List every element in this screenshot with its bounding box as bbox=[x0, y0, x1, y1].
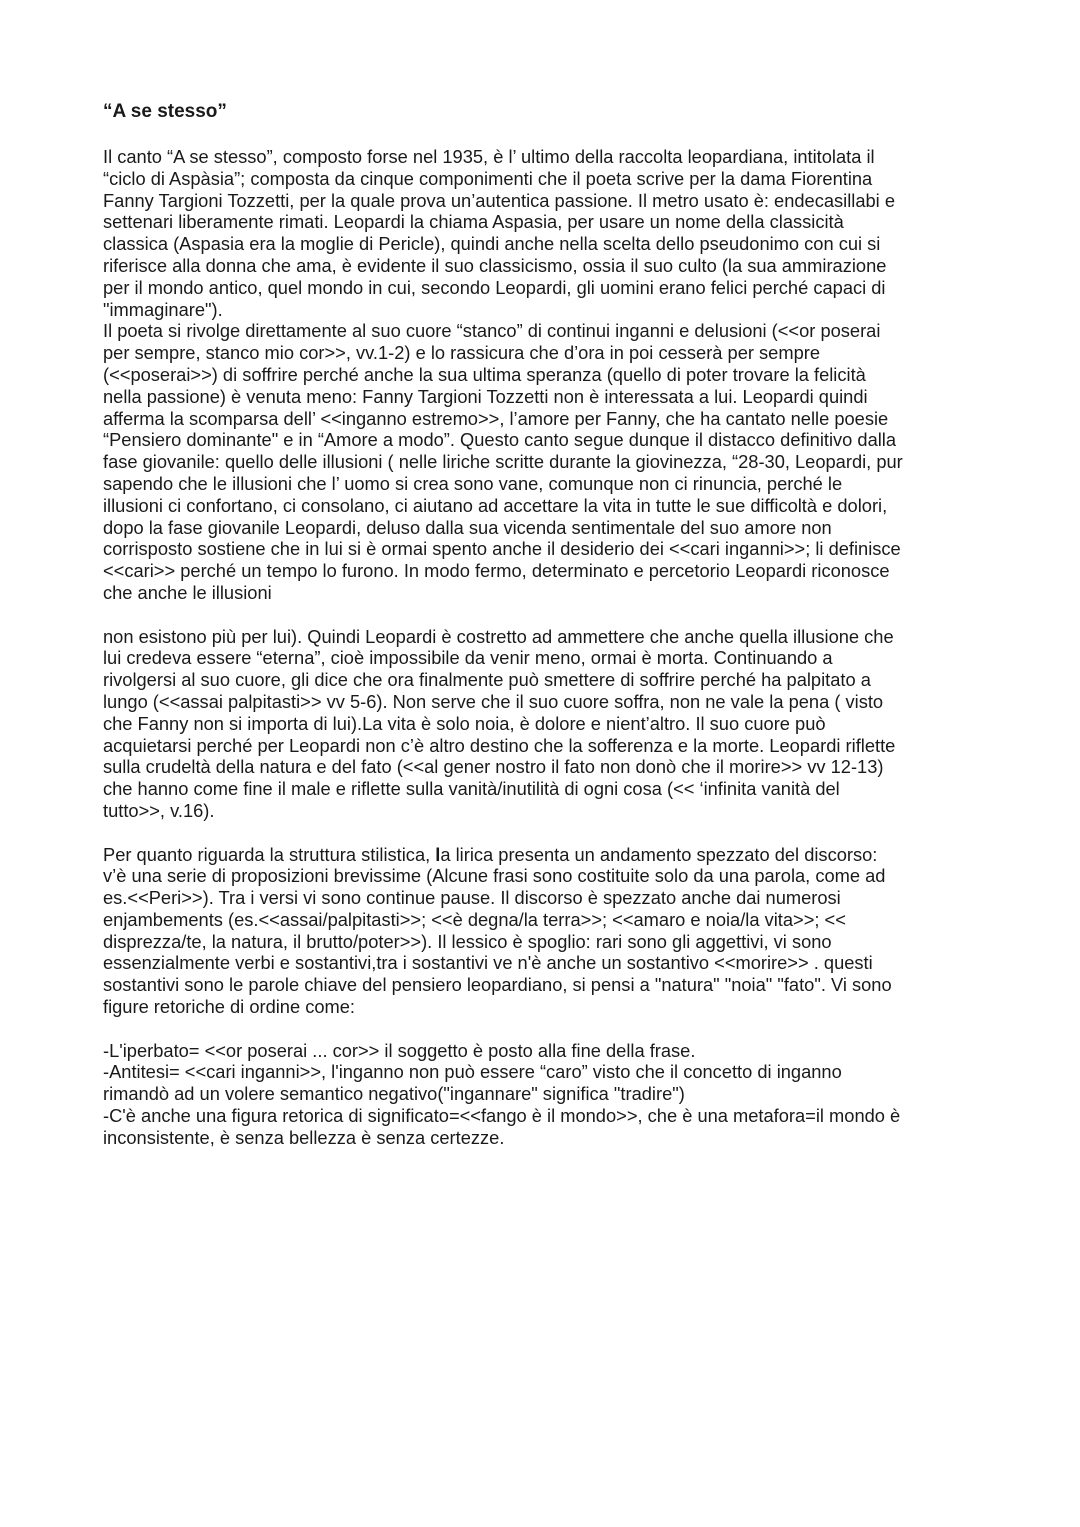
paragraph-gap bbox=[103, 822, 983, 844]
paragraph-style bbox=[103, 844, 983, 1018]
paragraph-intro: Il canto “A se stesso”, composto forse nel 1935, è l’ ultimo della raccolta leopardiana, intitolata il “ciclo di Aspàsia”; composta da cinque componimenti che il poeta scrive per la dama Fiorentina Fanny Targioni Tozzetti, per la quale prova un’autentica passione. Il metro usato è: endecasillabi e settenari liberamente rimati. Leopardi la chiama Aspasia, per usare un nome della classicità classica (Aspasia era la moglie di Pericle), quindi anche nella scelta dello pseudonimo con cui si riferisce alla donna che ama, è evidente il suo classicismo, ossia il suo culto (la sua ammirazione per il mondo antico, quel mondo in cui, secondo Leopardi, gli uomini erano felici perché capaci di "immaginare"). bbox=[103, 146, 895, 320]
paragraph-style-rest: a lirica presenta un andamento spezzato del discorso: v’è una serie di proposizioni brevissime (Alcune frasi sono costituite solo da una parola, come ad es.<<Peri>>). Tra i versi vi sono continue pause. Il discorso è spezzato anche dai numerosi enjambements (es.<<assai/palpitasti>>; <<è degna/la terra>>; <<amaro e noia/la vita>>; << disprezza/te, la natura, il brutto/poter>>). Il lessico è spoglio: rari sono gli aggettivi, vi sono essenzialmente verbi e sostantivi,tra i sostantivi ve n'è anche un sostantivo <<morire>> . questi sostantivi sono le parole chiave del pensiero leopardiano, si pensi a "natura" "noia" "fato". Vi sono figure retoriche di ordine come: bbox=[103, 843, 892, 1018]
paragraph-style-lead: Per quanto riguarda la struttura stilistica, bbox=[103, 843, 436, 865]
paragraph-gap bbox=[103, 1018, 983, 1040]
paragraph-gap bbox=[103, 604, 983, 626]
paragraph-heart: Il poeta si rivolge direttamente al suo cuore “stanco” di continui inganni e delusioni (<<or poserai per sempre, stanco mio cor>>, vv.1-2) e lo rassicura che d’ora in poi cesserà per sempre (<<poserai>>) di soffrire perché anche la sua ultima speranza (quello di poter trovare la felicità nella passione) è venuta meno: Fanny Targioni Tozzetti non è interessata a lui. Leopardi quindi afferma la scomparsa dell’ <<inganno estremo>>, l’amore per Fanny, che ha cantato nelle poesie “Pensiero dominante" e in “Amore a modo”. Questo canto segue dunque il distacco definitivo dalla fase giovanile: quello delle illusioni ( nelle liriche scritte durante la giovinezza, “28-30, Leopardi, pur sapendo che le illusioni che l’ uomo si crea sono vane, comunque non ci rinuncia, perché le illusioni ci confortano, ci consolano, ci aiutano ad accettare la vita in tutte le sue difficoltà e dolori, dopo la fase giovanile Leopardi, deluso dalla sua vicenda sentimentale del suo amore non corrisposto sostiene che in lui si è ormai spento anche il desiderio dei <<cari inganni>>; li definisce <<cari>> perché un tempo lo furono. In modo fermo, determinato e percetorio Leopardi riconosce che anche le illusioni bbox=[103, 320, 903, 603]
figure-list-item-metafora: -C'è anche una figura retorica di significato=<<fango è il mondo>>, che è una metafora=il mondo è inconsistente, è senza bellezza è senza certezze. bbox=[103, 1105, 901, 1148]
document-page bbox=[103, 100, 983, 1149]
paragraph-style-bold-letter: l bbox=[435, 843, 441, 865]
document-title: “A se stesso” bbox=[103, 101, 227, 122]
paragraph-illusions: non esistono più per lui). Quindi Leopardi è costretto ad ammettere che anche quella illusione che lui credeva essere “eterna”, cioè impossibile da venir meno, ormai è morta. Continuando a rivolgersi al suo cuore, gli dice che ora finalmente può smettere di soffrire perché ha palpitato a lungo (<<assai palpitasti>> vv 5-6). Non serve che il suo cuore soffra, non ne vale la pena ( visto che Fanny non si importa di lui).La vita è solo noia, è dolore e nient’altro. Il suo cuore può acquietarsi perché per Leopardi non c’è altro destino che la sofferenza e la morte. Leopardi riflette sulla crudeltà della natura e del fato (<<al gener nostro il fato non donò che il morire>> vv 12-13) che hanno come fine il male e riflette sulla vanità/inutilità di ogni cosa (<< ‘infinita vanità del tutto>>, v.16). bbox=[103, 625, 896, 821]
figure-list-item-antitesi: -Antitesi= <<cari inganni>>, l'inganno non può essere “caro” visto che il concetto di inganno rimandò ad un volere semantico negativo("ingannare" significa "tradire") bbox=[103, 1061, 842, 1105]
figure-list-item-iperbato: -L'iperbato= <<or poserai ... cor>> il soggetto è posto alla fine della frase. bbox=[103, 1039, 696, 1061]
